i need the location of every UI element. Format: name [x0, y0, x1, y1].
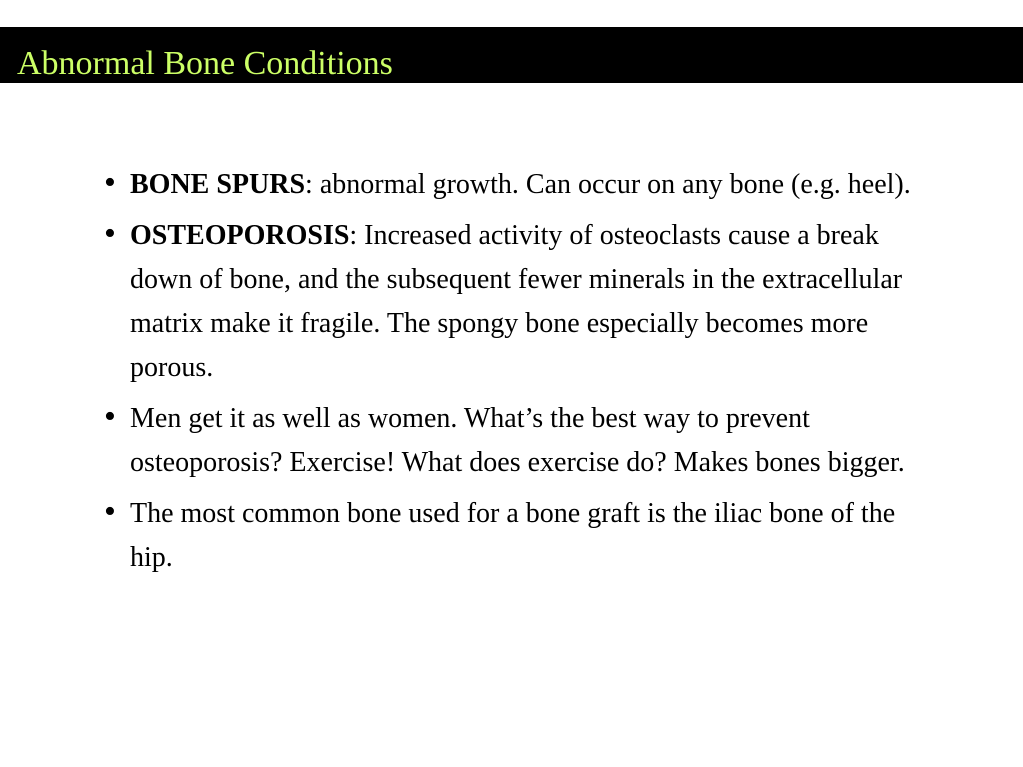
bullet-term: OSTEOPOROSIS — [130, 220, 350, 251]
bullet-text: Men get it as well as women. What’s the best way to prevent osteoporosis? Exercise! What does exercise do? Makes bones bigger. — [130, 403, 905, 478]
slide-title: Abnormal Bone Conditions — [17, 45, 393, 82]
bullet-text: The most common bone used for a bone graft is the iliac bone of the hip. — [130, 498, 896, 573]
bullet-item-osteoporosis — [104, 214, 944, 390]
bullet-text: : Increased activity of osteoclasts cause a break down of bone, and the subsequent fewer minerals in the extracellular matrix make it fragile. The spongy bone especially becomes more porous. — [130, 220, 903, 383]
bullet-text: : abnormal growth. Can occur on any bone (e.g. heel). — [305, 169, 911, 200]
bullet-item-bone-graft — [104, 492, 944, 580]
bullet-dot-icon: • — [104, 493, 116, 530]
bullet-list — [104, 163, 944, 587]
bullet-item-prevention — [104, 397, 944, 485]
bullet-dot-icon: • — [104, 215, 116, 252]
bullet-item-bone-spurs — [104, 163, 944, 207]
bullet-term: BONE SPURS — [130, 169, 306, 200]
bullet-dot-icon: • — [104, 398, 116, 435]
bullet-dot-icon: • — [104, 164, 116, 201]
